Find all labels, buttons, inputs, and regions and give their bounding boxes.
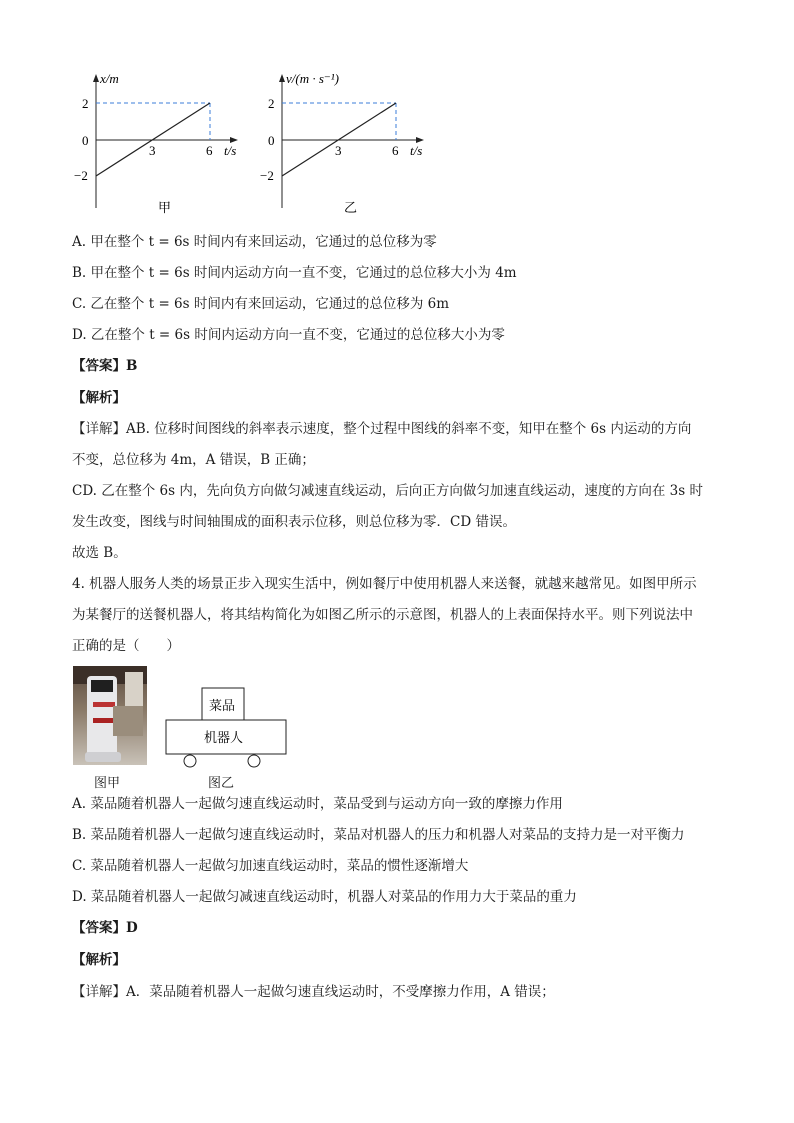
- q4-option-b: B. 菜品随着机器人一起做匀速直线运动时，菜品对机器人的压力和机器人对菜品的支持力是一对平衡力: [72, 827, 685, 843]
- robot-label: 机器人: [204, 730, 244, 745]
- yi-tick-x-end: 6: [392, 143, 399, 158]
- jia-tick-x-end: 6: [206, 143, 213, 158]
- q3-option-d: D. 乙在整个 t = 6s 时间内运动方向一直不变，它通过的总位移大小为零: [72, 327, 505, 343]
- dish-label: 菜品: [209, 698, 236, 713]
- yi-y-axis-label: v/(m · s⁻¹): [286, 71, 339, 86]
- graph-yi: [258, 66, 444, 218]
- jia-x-axis-label: t/s: [224, 143, 237, 158]
- q3-conclusion: 故选 B。: [72, 545, 127, 561]
- robot-wheel-right: [248, 755, 260, 767]
- jia-caption: 甲: [158, 200, 172, 215]
- q3-option-c: C. 乙在整个 t = 6s 时间内有来回运动，它通过的总位移为 6m: [72, 296, 450, 312]
- robot-wheel-left: [184, 755, 196, 767]
- robot-schematic: [160, 684, 292, 770]
- q4-stem-line-1: 4. 机器人服务人类的场景正步入现实生活中，例如餐厅中使用机器人来送餐，就越来越常见。如图甲所示: [72, 576, 697, 592]
- yi-tick-x-mid: 3: [335, 143, 342, 158]
- q4-stem-line-3: 正确的是（ ）: [72, 638, 180, 654]
- q3-option-a: A. 甲在整个 t = 6s 时间内有来回运动，它通过的总位移为零: [72, 234, 437, 250]
- yi-x-axis-label: t/s: [410, 143, 423, 158]
- q3-detail-line-4: 发生改变，图线与时间轴围成的面积表示位移，则总位移为零．CD 错误。: [72, 514, 516, 530]
- yi-tick-y-zero: 0: [268, 133, 275, 148]
- graph-jia: [72, 66, 252, 218]
- q3-option-b: B. 甲在整个 t = 6s 时间内运动方向一直不变，它通过的总位移大小为 4m: [72, 265, 517, 281]
- q4-detail-line-1: 【详解】A．菜品随着机器人一起做匀速直线运动时，不受摩擦力作用，A 错误；: [72, 984, 555, 1000]
- robot-photo: [73, 666, 147, 765]
- q3-detail-line-1: 【详解】AB. 位移时间图线的斜率表示速度，整个过程中图线的斜率不变，知甲在整个 6s 内运动的方向: [72, 421, 692, 437]
- yi-y-arrow: [279, 74, 285, 82]
- yi-caption: 乙: [344, 200, 358, 215]
- q3-detail-line-3: CD. 乙在整个 6s 内，先向负方向做匀减速直线运动，后向正方向做匀加速直线运动，速度的方向在 3s 时: [72, 483, 703, 499]
- q3-detail-line-2: 不变，总位移为 4m，A 错误，B 正确；: [72, 452, 315, 468]
- jia-y-arrow: [93, 74, 99, 82]
- jia-y-axis-label: x/m: [100, 71, 119, 86]
- q3-answer: 【答案】B: [72, 358, 138, 374]
- q4-option-d: D. 菜品随着机器人一起做匀减速直线运动时，机器人对菜品的作用力大于菜品的重力: [72, 889, 577, 905]
- q4-answer: 【答案】D: [72, 920, 138, 936]
- jia-tick-y-top: 2: [82, 96, 89, 111]
- figure-caption-yi: 图乙: [208, 776, 235, 791]
- jia-tick-y-zero: 0: [82, 133, 89, 148]
- figure-caption-jia: 图甲: [94, 776, 121, 791]
- yi-tick-y-top: 2: [268, 96, 275, 111]
- jia-tick-x-mid: 3: [149, 143, 156, 158]
- q3-analysis-heading: 【解析】: [72, 390, 126, 406]
- q4-option-a: A. 菜品随着机器人一起做匀速直线运动时，菜品受到与运动方向一致的摩擦力作用: [72, 796, 563, 812]
- q4-option-c: C. 菜品随着机器人一起做匀加速直线运动时，菜品的惯性逐渐增大: [72, 858, 469, 874]
- q4-analysis-heading: 【解析】: [72, 952, 126, 968]
- jia-tick-y-bottom: −2: [74, 168, 88, 183]
- yi-tick-y-bottom: −2: [260, 168, 274, 183]
- q4-stem-line-2: 为某餐厅的送餐机器人，将其结构简化为如图乙所示的示意图，机器人的上表面保持水平。则下列说法中: [72, 607, 693, 623]
